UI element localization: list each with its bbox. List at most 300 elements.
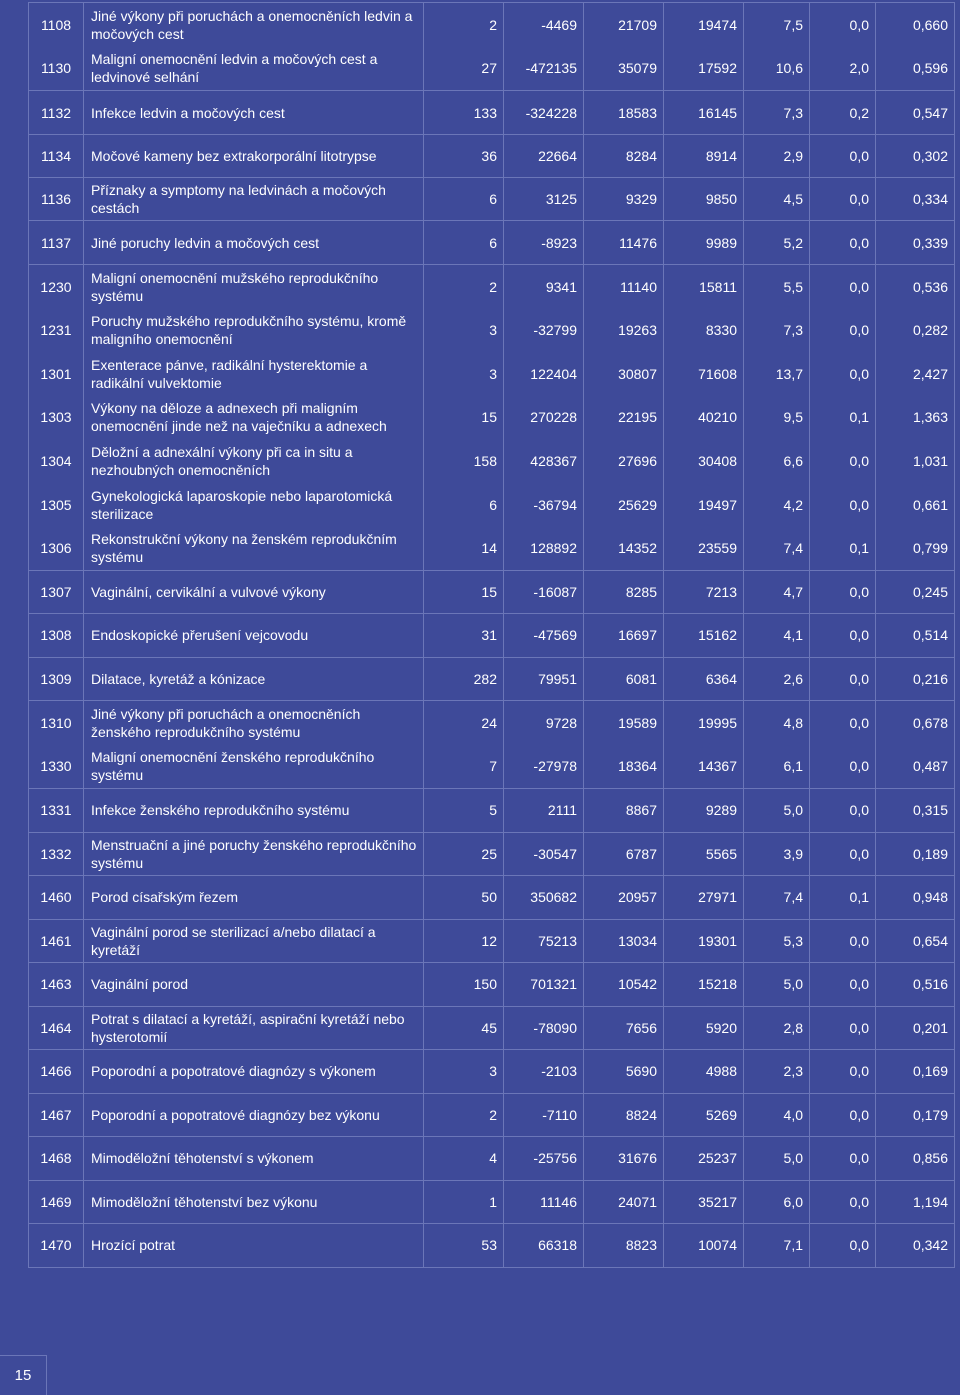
avg-los-cell: 2,9 <box>744 135 810 178</box>
avg-los-stack <box>744 3 809 90</box>
cases-cell: 45 <box>424 1006 504 1049</box>
weight-cell: 0,302 <box>876 135 955 178</box>
difference: 270228 <box>530 409 577 426</box>
difference-cell <box>504 265 584 571</box>
cases-cell: 4 <box>424 1136 504 1180</box>
drg-name: Výkony na děloze a adnexech při maligním onemocnění jinde než na vaječníku a adnexech <box>91 400 387 435</box>
weight-cell: 0,169 <box>876 1049 955 1093</box>
drg-name-cell: Vaginální porod se sterilizací a/nebo dilatací a kyretáží <box>84 919 424 962</box>
table-row <box>29 788 955 832</box>
ratio: 0,0 <box>849 758 869 775</box>
avg-los-cell: 4,7 <box>744 570 810 613</box>
cases-stack <box>424 265 503 570</box>
weight-stack <box>876 265 954 570</box>
table-row <box>29 613 955 657</box>
ratio: 0,0 <box>849 496 869 513</box>
reference-cost-cell: 16145 <box>664 91 744 135</box>
weight-cell: 0,516 <box>876 962 955 1006</box>
cost-per-case: 22195 <box>618 409 657 426</box>
cost-per-case-stack <box>584 3 663 90</box>
cost-per-case: 11140 <box>620 278 657 295</box>
reference-cost: 8330 <box>705 322 737 339</box>
ratio-cell: 0,0 <box>810 788 876 832</box>
ratio-stack <box>810 701 875 788</box>
drg-code: 1330 <box>40 758 72 775</box>
difference-cell: -7110 <box>504 1093 584 1136</box>
drg-table <box>28 2 955 1268</box>
weight: 0,678 <box>912 714 948 731</box>
reference-cost: 19474 <box>698 16 737 33</box>
difference-cell <box>504 3 584 91</box>
table-row <box>29 221 955 265</box>
cost-per-case-cell: 9329 <box>584 178 664 221</box>
table-row <box>29 91 955 135</box>
weight-stack <box>876 701 954 788</box>
drg-name-cell: Mimoděložní těhotenství s výkonem <box>84 1136 424 1180</box>
cost-per-case-stack <box>584 701 663 788</box>
cases-cell: 53 <box>424 1223 504 1267</box>
drg-code-cell: 1466 <box>29 1049 84 1093</box>
drg-name-cell: Menstruační a jiné poruchy ženského reprodukčního systému <box>84 832 424 875</box>
reference-cost: 71608 <box>698 365 737 382</box>
avg-los: 13,7 <box>775 365 803 382</box>
cost-per-case-cell: 20957 <box>584 875 664 919</box>
avg-los-stack <box>744 265 809 570</box>
ratio: 0,0 <box>849 322 869 339</box>
avg-los: 7,3 <box>783 322 803 339</box>
difference-cell: -2103 <box>504 1049 584 1093</box>
drg-code-cell: 1307 <box>29 570 84 613</box>
reference-cost-cell: 6364 <box>664 657 744 700</box>
drg-code: 1310 <box>40 714 72 731</box>
cost-per-case-cell: 11476 <box>584 221 664 265</box>
reference-cost: 19995 <box>698 714 737 731</box>
cases: 158 <box>473 453 497 470</box>
cases-cell: 36 <box>424 135 504 178</box>
drg-name: Maligní onemocnění mužského reprodukčního systému <box>91 269 379 304</box>
cost-per-case: 18364 <box>618 758 657 775</box>
weight: 1,363 <box>912 409 948 426</box>
cost-per-case: 35079 <box>618 60 657 77</box>
drg-code-cell <box>29 700 84 788</box>
avg-los: 7,5 <box>783 16 803 33</box>
drg-code: 1305 <box>40 496 72 513</box>
ratio: 0,0 <box>849 278 869 295</box>
difference-cell: 66318 <box>504 1223 584 1267</box>
difference: 428367 <box>530 453 577 470</box>
drg-code: 1230 <box>40 278 72 295</box>
weight-cell <box>876 700 955 788</box>
avg-los-cell: 5,2 <box>744 221 810 265</box>
cost-per-case: 30807 <box>618 365 657 382</box>
cost-per-case: 19589 <box>618 714 657 731</box>
drg-name-stack <box>84 265 423 570</box>
weight-cell: 0,245 <box>876 570 955 613</box>
table-row <box>29 1136 955 1180</box>
weight-cell: 0,334 <box>876 178 955 221</box>
drg-name-cell: Potrat s dilatací a kyretáží, aspirační kyretáží nebo hysterotomií <box>84 1006 424 1049</box>
avg-los: 9,5 <box>783 409 803 426</box>
cost-per-case-cell: 18583 <box>584 91 664 135</box>
avg-los-stack <box>744 701 809 788</box>
drg-name-cell: Močové kameny bez extrakorporální litotrypse <box>84 135 424 178</box>
drg-name-cell: Porod císařským řezem <box>84 875 424 919</box>
drg-code-cell: 1309 <box>29 657 84 700</box>
ratio-cell: 0,0 <box>810 135 876 178</box>
cost-per-case: 25629 <box>618 496 657 513</box>
difference: -4469 <box>541 16 577 33</box>
drg-code-cell <box>29 265 84 571</box>
drg-name-cell: Endoskopické přerušení vejcovodu <box>84 613 424 657</box>
drg-code-cell: 1461 <box>29 919 84 962</box>
cases-cell: 12 <box>424 919 504 962</box>
ratio: 2,0 <box>849 60 869 77</box>
table-row <box>29 919 955 962</box>
avg-los-cell: 3,9 <box>744 832 810 875</box>
reference-cost-cell: 7213 <box>664 570 744 613</box>
cases-cell: 1 <box>424 1180 504 1223</box>
reference-cost-cell: 9850 <box>664 178 744 221</box>
weight-cell <box>876 265 955 571</box>
difference-cell: 79951 <box>504 657 584 700</box>
cost-per-case-cell <box>584 700 664 788</box>
reference-cost: 40210 <box>698 409 737 426</box>
difference-cell: -78090 <box>504 1006 584 1049</box>
avg-los: 7,4 <box>783 540 803 557</box>
weight: 0,660 <box>912 16 948 33</box>
cases: 15 <box>481 409 497 426</box>
drg-name: Maligní onemocnění ženského reprodukčního systému <box>91 749 375 784</box>
avg-los-cell: 6,0 <box>744 1180 810 1223</box>
cases-cell: 282 <box>424 657 504 700</box>
drg-code-cell: 1134 <box>29 135 84 178</box>
weight-cell: 0,856 <box>876 1136 955 1180</box>
difference-cell: 701321 <box>504 962 584 1006</box>
table-row <box>29 1180 955 1223</box>
drg-name-cell: Poporodní a popotratové diagnózy s výkonem <box>84 1049 424 1093</box>
cost-per-case-cell: 10542 <box>584 962 664 1006</box>
drg-code: 1301 <box>40 365 72 382</box>
reference-cost-cell: 5269 <box>664 1093 744 1136</box>
cost-per-case: 19263 <box>618 322 657 339</box>
cost-per-case-cell: 8824 <box>584 1093 664 1136</box>
drg-code-cell: 1468 <box>29 1136 84 1180</box>
ratio-cell: 0,0 <box>810 613 876 657</box>
difference: -27978 <box>533 758 577 775</box>
ratio: 0,0 <box>849 714 869 731</box>
reference-cost-cell: 19301 <box>664 919 744 962</box>
avg-los-cell: 2,8 <box>744 1006 810 1049</box>
ratio-stack <box>810 3 875 90</box>
avg-los-cell: 5,0 <box>744 1136 810 1180</box>
difference-stack <box>504 265 583 570</box>
ratio-cell: 0,0 <box>810 657 876 700</box>
avg-los-cell: 5,0 <box>744 788 810 832</box>
reference-cost-cell: 15218 <box>664 962 744 1006</box>
drg-name: Poruchy mužského reprodukčního systému, kromě maligního onemocnění <box>91 313 407 348</box>
avg-los-cell: 2,6 <box>744 657 810 700</box>
avg-los-cell: 4,0 <box>744 1093 810 1136</box>
cases: 3 <box>489 322 497 339</box>
weight: 0,282 <box>912 322 948 339</box>
difference: 128892 <box>530 540 577 557</box>
drg-code-cell: 1463 <box>29 962 84 1006</box>
weight-cell: 0,342 <box>876 1223 955 1267</box>
reference-cost-cell: 5565 <box>664 832 744 875</box>
cases-cell: 31 <box>424 613 504 657</box>
drg-code-cell: 1464 <box>29 1006 84 1049</box>
reference-cost-stack <box>664 701 743 788</box>
drg-code-cell: 1467 <box>29 1093 84 1136</box>
avg-los-cell: 5,3 <box>744 919 810 962</box>
weight: 0,661 <box>912 496 948 513</box>
cost-per-case-cell: 8285 <box>584 570 664 613</box>
avg-los: 6,6 <box>783 453 803 470</box>
cases-cell: 6 <box>424 221 504 265</box>
ratio: 0,0 <box>849 365 869 382</box>
avg-los: 4,8 <box>783 714 803 731</box>
drg-code-cell: 1331 <box>29 788 84 832</box>
weight-cell: 0,189 <box>876 832 955 875</box>
drg-name-cell: Hrozící potrat <box>84 1223 424 1267</box>
cases-cell: 50 <box>424 875 504 919</box>
cases-cell <box>424 700 504 788</box>
difference-cell: 3125 <box>504 178 584 221</box>
avg-los-cell: 7,1 <box>744 1223 810 1267</box>
cost-per-case-cell: 8284 <box>584 135 664 178</box>
ratio-cell: 0,0 <box>810 570 876 613</box>
drg-name-cell <box>84 265 424 571</box>
ratio-cell: 0,0 <box>810 962 876 1006</box>
weight: 0,596 <box>912 60 948 77</box>
drg-name: Maligní onemocnění ledvin a močových cest a ledvinové selhání <box>91 51 378 86</box>
page-number: 15 <box>0 1355 47 1395</box>
table-row <box>29 832 955 875</box>
ratio: 0,0 <box>849 453 869 470</box>
table-row <box>29 135 955 178</box>
drg-code: 1304 <box>40 453 72 470</box>
drg-code-cell: 1460 <box>29 875 84 919</box>
cost-per-case-cell: 6081 <box>584 657 664 700</box>
drg-name-cell: Jiné poruchy ledvin a močových cest <box>84 221 424 265</box>
avg-los: 5,5 <box>783 278 803 295</box>
reference-cost-stack <box>664 3 743 90</box>
table-row <box>29 1049 955 1093</box>
ratio-cell: 0,0 <box>810 1136 876 1180</box>
cases-cell: 5 <box>424 788 504 832</box>
table-row <box>29 875 955 919</box>
cost-per-case-cell: 5690 <box>584 1049 664 1093</box>
drg-name-cell: Vaginální, cervikální a vulvové výkony <box>84 570 424 613</box>
cost-per-case-cell: 13034 <box>584 919 664 962</box>
weight-cell: 1,194 <box>876 1180 955 1223</box>
difference: -32799 <box>533 322 577 339</box>
reference-cost: 19497 <box>698 496 737 513</box>
reference-cost-cell <box>664 265 744 571</box>
ratio-cell: 0,2 <box>810 91 876 135</box>
weight-cell: 0,216 <box>876 657 955 700</box>
ratio-cell: 0,0 <box>810 1049 876 1093</box>
ratio-cell: 0,0 <box>810 1093 876 1136</box>
cost-per-case-stack <box>584 265 663 570</box>
cases-cell: 6 <box>424 178 504 221</box>
difference: 122404 <box>530 365 577 382</box>
avg-los-cell: 2,3 <box>744 1049 810 1093</box>
difference-cell: -324228 <box>504 91 584 135</box>
reference-cost: 23559 <box>698 540 737 557</box>
drg-name: Jiné výkony při poruchách a onemocněních ženského reprodukčního systému <box>91 705 361 740</box>
drg-code-cell <box>29 3 84 91</box>
drg-name-cell: Infekce ženského reprodukčního systému <box>84 788 424 832</box>
table-row <box>29 178 955 221</box>
cost-per-case: 14352 <box>618 540 657 557</box>
cases-cell <box>424 3 504 91</box>
weight-cell: 0,547 <box>876 91 955 135</box>
difference-stack <box>504 3 583 90</box>
difference-cell <box>504 700 584 788</box>
avg-los-cell: 7,3 <box>744 91 810 135</box>
drg-table-body <box>29 3 955 1268</box>
ratio: 0,1 <box>849 409 869 426</box>
table-row <box>29 570 955 613</box>
drg-code-cell: 1308 <box>29 613 84 657</box>
cases: 24 <box>481 714 497 731</box>
avg-los-cell <box>744 700 810 788</box>
drg-name-cell: Vaginální porod <box>84 962 424 1006</box>
drg-code-stack <box>29 701 83 788</box>
table-row <box>29 1006 955 1049</box>
reference-cost: 14367 <box>698 758 737 775</box>
drg-name-cell: Dilatace, kyretáž a kónizace <box>84 657 424 700</box>
cost-per-case-cell: 6787 <box>584 832 664 875</box>
drg-code-cell: 1137 <box>29 221 84 265</box>
cost-per-case-cell: 16697 <box>584 613 664 657</box>
cases-cell: 25 <box>424 832 504 875</box>
reference-cost-cell: 9289 <box>664 788 744 832</box>
difference: -36794 <box>533 496 577 513</box>
difference: -472135 <box>525 60 577 77</box>
cases-cell: 150 <box>424 962 504 1006</box>
avg-los-cell <box>744 3 810 91</box>
weight-cell: 0,654 <box>876 919 955 962</box>
reference-cost-cell: 10074 <box>664 1223 744 1267</box>
drg-name: Rekonstrukční výkony na ženském reprodukčním systému <box>91 531 397 566</box>
drg-name: Gynekologická laparoskopie nebo laparotomická sterilizace <box>91 487 393 522</box>
ratio-cell <box>810 265 876 571</box>
difference-cell: 2111 <box>504 788 584 832</box>
reference-cost: 17592 <box>698 60 737 77</box>
table-row <box>29 1223 955 1267</box>
ratio-stack <box>810 265 875 570</box>
difference: 9728 <box>545 714 577 731</box>
cost-per-case-cell: 24071 <box>584 1180 664 1223</box>
reference-cost-cell: 5920 <box>664 1006 744 1049</box>
reference-cost: 15811 <box>699 278 737 295</box>
avg-los: 6,1 <box>783 758 803 775</box>
ratio-cell: 0,0 <box>810 919 876 962</box>
cases-stack <box>424 3 503 90</box>
drg-code: 1108 <box>40 16 72 33</box>
cost-per-case-cell: 8823 <box>584 1223 664 1267</box>
reference-cost-cell: 35217 <box>664 1180 744 1223</box>
cases: 2 <box>489 278 497 295</box>
cost-per-case-cell: 7656 <box>584 1006 664 1049</box>
drg-code: 1306 <box>40 540 72 557</box>
cost-per-case-cell <box>584 265 664 571</box>
drg-name-cell <box>84 3 424 91</box>
weight-stack <box>876 3 954 90</box>
drg-name-cell: Poporodní a popotratové diagnózy bez výkonu <box>84 1093 424 1136</box>
reference-cost-cell: 8914 <box>664 135 744 178</box>
difference-cell: -47569 <box>504 613 584 657</box>
drg-name: Jiné výkony při poruchách a onemocněních ledvin a močových cest <box>91 7 413 42</box>
ratio-cell: 0,0 <box>810 1223 876 1267</box>
weight-cell: 0,339 <box>876 221 955 265</box>
drg-name: Děložní a adnexální výkony při ca in situ a nezhoubných onemocněních <box>91 444 353 479</box>
table-row <box>29 3 955 91</box>
difference: 9341 <box>545 278 577 295</box>
ratio: 0,0 <box>849 16 869 33</box>
cases-cell: 133 <box>424 91 504 135</box>
drg-code-stack <box>29 265 83 570</box>
ratio-cell: 0,0 <box>810 178 876 221</box>
reference-cost-stack <box>664 265 743 570</box>
difference-cell: -25756 <box>504 1136 584 1180</box>
cases: 7 <box>489 758 497 775</box>
drg-table-container <box>28 2 954 1268</box>
reference-cost-cell <box>664 3 744 91</box>
cost-per-case: 27696 <box>618 453 657 470</box>
drg-name-stack <box>84 701 423 788</box>
table-row <box>29 962 955 1006</box>
difference-cell: -16087 <box>504 570 584 613</box>
table-row <box>29 700 955 788</box>
reference-cost-cell: 15162 <box>664 613 744 657</box>
cases-cell: 2 <box>424 1093 504 1136</box>
drg-code-stack <box>29 3 83 90</box>
difference-cell: 350682 <box>504 875 584 919</box>
difference-cell: 11146 <box>504 1180 584 1223</box>
reference-cost-cell <box>664 700 744 788</box>
drg-code: 1231 <box>40 322 72 339</box>
cost-per-case-cell <box>584 3 664 91</box>
table-row <box>29 1093 955 1136</box>
weight-cell: 0,179 <box>876 1093 955 1136</box>
weight: 2,427 <box>912 365 948 382</box>
cases: 2 <box>489 16 497 33</box>
avg-los-cell: 5,0 <box>744 962 810 1006</box>
table-row <box>29 657 955 700</box>
avg-los: 10,6 <box>775 60 803 77</box>
cases-cell: 3 <box>424 1049 504 1093</box>
drg-code-cell: 1469 <box>29 1180 84 1223</box>
difference-cell: -30547 <box>504 832 584 875</box>
ratio-cell: 0,0 <box>810 221 876 265</box>
difference-cell: 75213 <box>504 919 584 962</box>
drg-code-cell: 1132 <box>29 91 84 135</box>
cost-per-case-cell: 31676 <box>584 1136 664 1180</box>
drg-name-cell: Infekce ledvin a močových cest <box>84 91 424 135</box>
ratio-cell: 0,0 <box>810 1180 876 1223</box>
drg-code: 1130 <box>40 60 72 77</box>
drg-code: 1303 <box>40 409 72 426</box>
drg-name: Exenterace pánve, radikální hysterektomie a radikální vulvektomie <box>91 356 368 391</box>
weight-cell: 0,948 <box>876 875 955 919</box>
weight-cell: 0,201 <box>876 1006 955 1049</box>
cost-per-case: 21709 <box>618 16 657 33</box>
table-row <box>29 265 955 571</box>
drg-code-cell: 1332 <box>29 832 84 875</box>
